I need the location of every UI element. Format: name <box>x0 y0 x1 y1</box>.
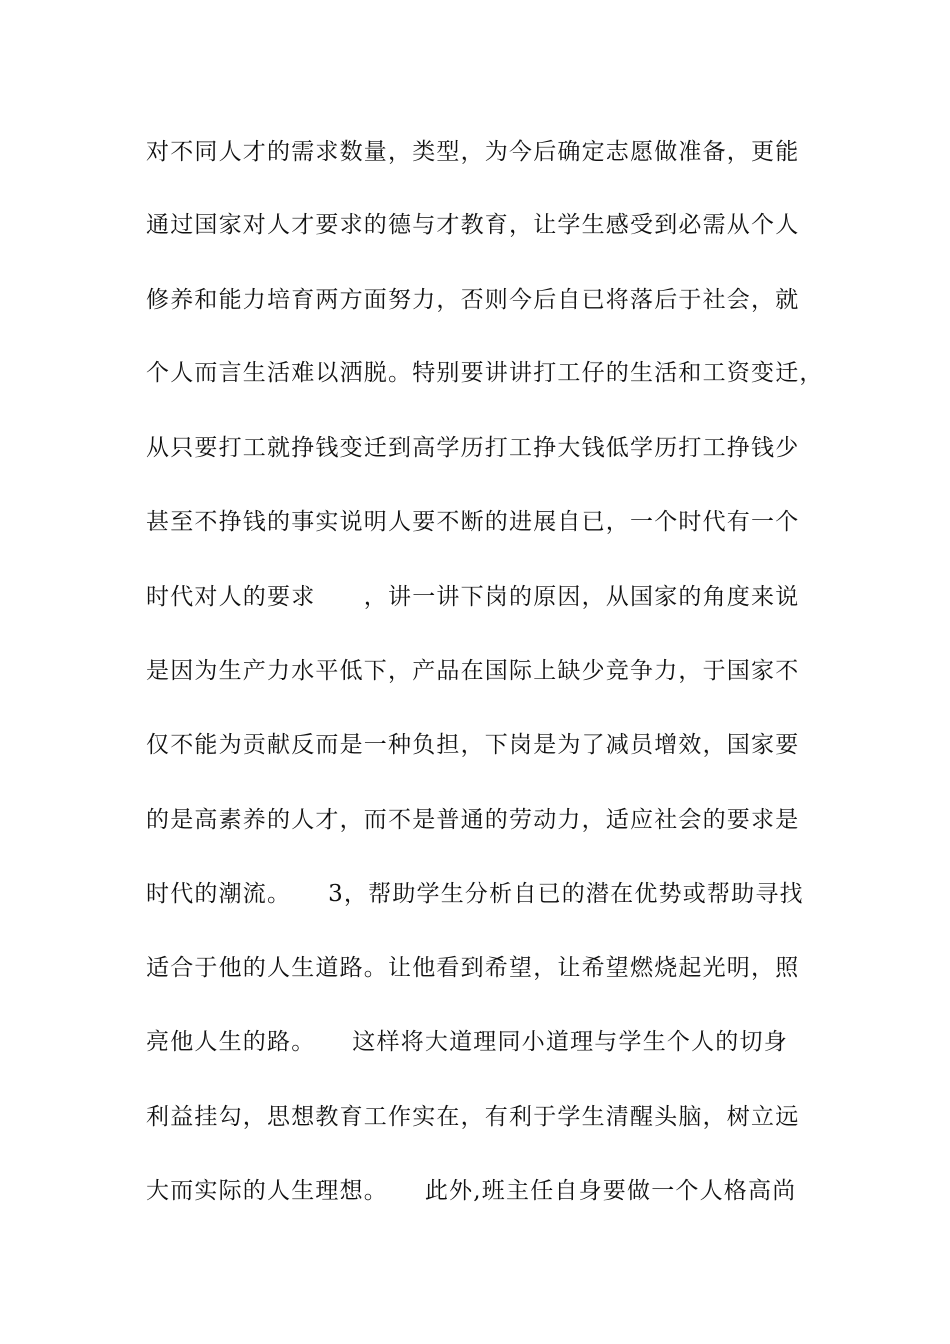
text-line: 适合于他的人生道路。让他看到希望，让希望燃烧起光明，照 <box>146 955 800 981</box>
text-line: 从只要打工就挣钱变迁到高学历打工挣大钱低学历打工挣钱少 <box>146 435 800 461</box>
text-line: 甚至不挣钱的事实说明人要不断的进展自已，一个时代有一个 <box>146 509 800 535</box>
text-line: 是因为生产力水平低下，产品在国际上缺少竞争力，于国家不 <box>146 658 800 684</box>
text-line: 仅不能为贡献反而是一种负担，下岗是为了减员增效，国家要 <box>146 732 800 758</box>
text-line: 时代的潮流。 3，帮助学生分析自已的潜在优势或帮助寻找 <box>146 881 804 907</box>
text-line: 通过国家对人才要求的德与才教育，让学生感受到必需从个人 <box>146 212 800 238</box>
text-line: 时代对人的要求 ，讲一讲下岗的原因，从国家的角度来说 <box>146 584 800 610</box>
text-line: 大而实际的人生理想。 此外,班主任自身要做一个人格高尚 <box>146 1178 797 1204</box>
text-line: 亮他人生的路。 这样将大道理同小道理与学生个人的切身 <box>146 1029 788 1055</box>
text-line: 个人而言生活难以洒脱。特别要讲讲打工仔的生活和工资变迁， <box>146 360 824 386</box>
text-line: 对不同人才的需求数量，类型，为今后确定志愿做准备，更能 <box>146 139 800 165</box>
text-line: 利益挂勾，思想教育工作实在，有利于学生清醒头脑，树立远 <box>146 1104 800 1130</box>
text-line: 修养和能力培育两方面努力，否则今后自已将落后于社会，就 <box>146 287 800 313</box>
text-line: 的是高素养的人才，而不是普通的劳动力，适应社会的要求是 <box>146 807 800 833</box>
